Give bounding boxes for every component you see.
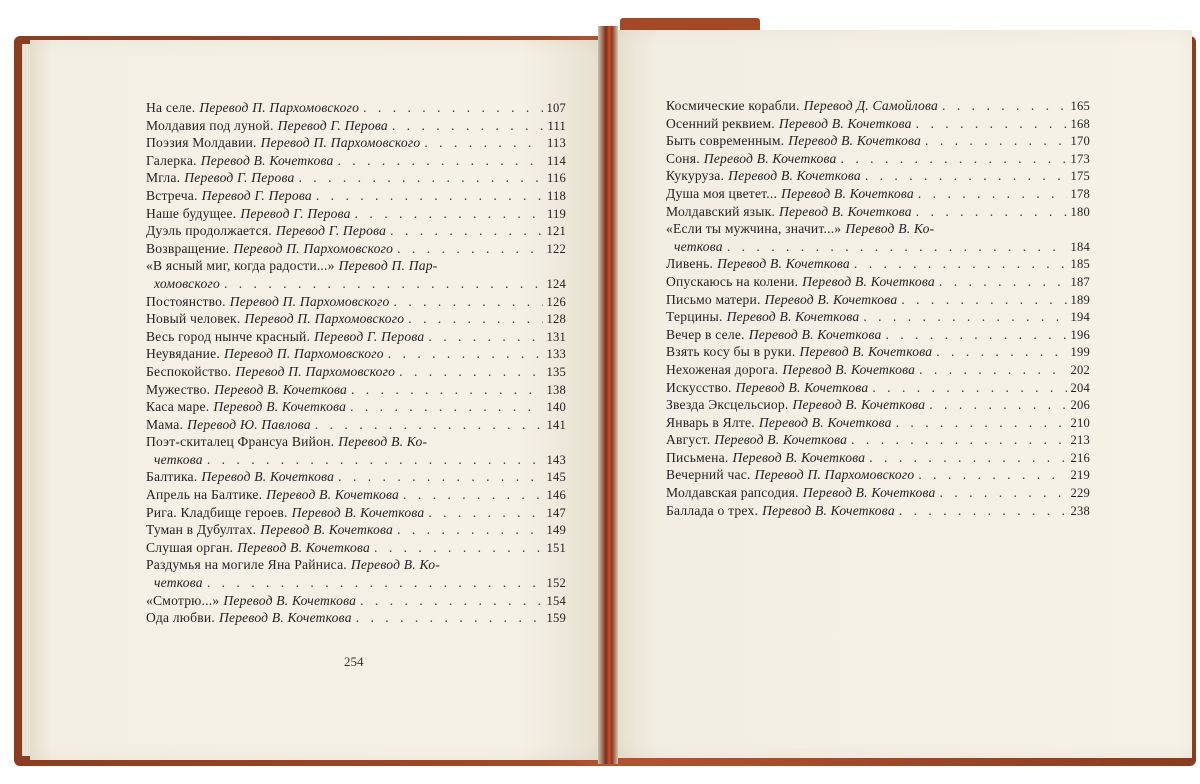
toc-entry-title: Слушая орган. (146, 539, 234, 555)
toc-entry-title: Ода любви. (146, 610, 215, 626)
toc-entry (146, 223, 566, 241)
toc-entry (666, 485, 1090, 503)
toc-entry-translator: Перевод В. Кочеткова (266, 487, 400, 503)
toc-entry-title: Рига. Кладбище героев. (146, 504, 288, 520)
toc-entry-translator: Перевод В. Ко- (845, 221, 935, 237)
toc-entry-translator: Перевод В. Кочеткова (703, 150, 837, 166)
dot-leader (397, 241, 542, 257)
toc-entry (666, 450, 1090, 468)
toc-entry-title: Беспокойство. (146, 363, 232, 379)
toc-entry-translator: Перевод Г. Перова (184, 170, 295, 186)
toc-entry-page: 147 (546, 505, 566, 520)
toc-entry (666, 362, 1090, 380)
toc-entry-page: 149 (546, 523, 566, 538)
dot-leader (942, 98, 1066, 114)
toc-entry-page: 229 (1070, 486, 1090, 501)
toc-entry (146, 399, 566, 417)
toc-entry-title: Нехоженая дорога. (666, 361, 779, 377)
dot-leader (939, 274, 1067, 290)
toc-entry (146, 170, 566, 188)
dot-leader (338, 469, 542, 485)
dot-leader (727, 239, 1067, 255)
dot-leader (207, 575, 543, 591)
toc-entry (146, 276, 566, 294)
toc-entry-translator: Перевод В. Кочеткова (223, 592, 357, 608)
toc-entry-page: 119 (546, 206, 566, 221)
toc-entry (146, 188, 566, 206)
toc-entry-page: 143 (546, 452, 566, 467)
toc-entry-page: 204 (1070, 380, 1090, 395)
toc-entry-title: Поэзия Молдавии. (146, 135, 257, 151)
toc-entry-page: 210 (1070, 415, 1090, 430)
dot-leader (337, 153, 543, 169)
toc-entry (146, 329, 566, 347)
toc-entry-page: 189 (1070, 292, 1090, 307)
toc-entry-page: 165 (1070, 99, 1090, 113)
toc-entry-page: 185 (1070, 257, 1090, 272)
toc-entry-page: 194 (1070, 310, 1090, 325)
toc-entry-page: 154 (546, 593, 566, 608)
left-table-of-contents (146, 100, 566, 628)
toc-entry-page: 206 (1070, 398, 1090, 413)
toc-entry (146, 557, 566, 575)
dot-leader (351, 382, 543, 398)
dot-leader (399, 364, 542, 380)
toc-entry-title: Молдавский язык. (666, 203, 775, 219)
toc-entry (666, 344, 1090, 362)
toc-entry-title: Вечерний час. (666, 467, 751, 483)
toc-entry-title: Раздумья на могиле Яна Райниса. (146, 557, 347, 573)
dot-leader (916, 204, 1067, 220)
toc-entry-title: Галерка. (146, 152, 197, 168)
toc-entry-translator: хомовского (154, 275, 220, 291)
book-spine (598, 26, 618, 764)
toc-entry (146, 575, 566, 593)
right-table-of-contents (666, 98, 1090, 520)
toc-entry-title: Туман в Дубултах. (146, 522, 257, 538)
toc-entry (666, 98, 1090, 116)
toc-entry-page: 216 (1070, 450, 1090, 465)
toc-entry (146, 610, 566, 628)
toc-entry (146, 294, 566, 312)
toc-entry (666, 256, 1090, 274)
toc-entry (666, 309, 1090, 327)
dot-leader (390, 223, 542, 239)
toc-entry-translator: Перевод П. Пар- (338, 258, 438, 274)
toc-entry (146, 434, 566, 452)
dot-leader (224, 276, 543, 292)
dot-leader (919, 362, 1066, 378)
dot-leader (916, 116, 1067, 132)
dot-leader (872, 380, 1066, 396)
dot-leader (925, 133, 1066, 149)
toc-entry (666, 168, 1090, 186)
toc-entry-translator: Перевод В. Кочеткова (802, 273, 935, 289)
dot-leader (851, 432, 1066, 448)
toc-entry-translator: Перевод В. Кочеткова (782, 361, 916, 377)
toc-entry-translator: Перевод В. Ко- (338, 434, 428, 450)
toc-entry (146, 241, 566, 259)
toc-entry-title: Терцины. (666, 309, 723, 325)
toc-entry-page: 114 (546, 153, 566, 168)
toc-entry-title: Август. (666, 432, 711, 448)
toc-entry (146, 258, 566, 276)
toc-entry-title: «В ясный миг, когда радости...» (146, 258, 335, 274)
toc-entry (146, 469, 566, 487)
toc-entry (146, 153, 566, 171)
toc-entry-page: 118 (546, 188, 566, 203)
dot-leader (929, 397, 1066, 413)
toc-entry (666, 116, 1090, 134)
toc-entry (666, 221, 1090, 239)
toc-entry-translator: Перевод П. Пархомовского (233, 240, 394, 256)
toc-entry-title: Баллада о трех. (666, 502, 759, 518)
toc-entry-translator: четкова (154, 575, 203, 591)
dot-leader (315, 417, 543, 433)
dot-leader (403, 487, 542, 503)
toc-entry-translator: Перевод Г. Перова (314, 328, 425, 344)
toc-entry-page: 107 (546, 101, 566, 115)
toc-entry (666, 503, 1090, 521)
dot-leader (397, 522, 542, 538)
dot-leader (350, 399, 542, 415)
toc-entry-title: Космические корабли. (666, 98, 800, 113)
toc-entry-title: Письмо матери. (666, 291, 761, 307)
toc-entry-page: 219 (1070, 468, 1090, 483)
toc-entry-translator: Перевод В. Кочеткова (218, 610, 352, 626)
toc-entry-translator: Перевод В. Кочеткова (214, 381, 347, 397)
toc-entry-page: 111 (547, 118, 566, 133)
toc-entry-translator: Перевод В. Кочеткова (778, 115, 912, 131)
toc-entry-page: 128 (546, 312, 566, 327)
dot-leader (316, 188, 543, 204)
toc-entry-page: 178 (1070, 186, 1090, 201)
toc-entry-translator: Перевод В. Кочеткова (748, 326, 882, 342)
toc-entry (146, 100, 566, 118)
toc-entry-translator: Перевод П. Пархомовского (229, 293, 390, 309)
toc-entry-title: Весь город нынче красный. (146, 328, 311, 344)
toc-entry (666, 186, 1090, 204)
toc-entry-title: Молдавия под луной. (146, 117, 274, 133)
toc-entry-title: Осенний реквием. (666, 115, 775, 131)
toc-entry-translator: Перевод В. Кочеткова (726, 309, 860, 325)
toc-entry-title: Соня. (666, 150, 700, 166)
toc-entry-title: Дуэль продолжается. (146, 223, 272, 239)
toc-entry-translator: Перевод В. Кочеткова (788, 133, 922, 149)
toc-entry-page: 199 (1070, 345, 1090, 360)
toc-entry-title: Душа моя цветет... (666, 185, 778, 201)
toc-entry-page: 213 (1070, 433, 1090, 448)
dot-leader (374, 540, 542, 556)
toc-entry-title: Вечер в селе. (666, 326, 745, 342)
toc-entry-title: Мгла. (146, 170, 181, 186)
toc-entry-page: 141 (546, 417, 566, 432)
toc-entry-page: 133 (546, 347, 566, 362)
toc-entry-title: На селе. (146, 100, 196, 115)
dot-leader (388, 346, 543, 362)
toc-entry-page: 124 (546, 276, 566, 291)
toc-entry-translator: Перевод В. Кочеткова (291, 504, 425, 520)
toc-entry-page: 180 (1070, 204, 1090, 219)
toc-entry-title: Балтика. (146, 469, 198, 485)
dot-leader (428, 329, 542, 345)
toc-entry (146, 311, 566, 329)
toc-entry-translator: Перевод В. Кочеткова (778, 203, 912, 219)
toc-entry (146, 346, 566, 364)
toc-entry-title: Апрель на Балтике. (146, 487, 263, 503)
toc-entry-translator: Перевод П. Пархомовского (235, 363, 396, 379)
toc-entry-title: Постоянство. (146, 293, 226, 309)
dot-leader (863, 309, 1066, 325)
toc-entry (146, 364, 566, 382)
dot-leader (424, 135, 543, 151)
toc-entry-page: 170 (1070, 134, 1090, 149)
dot-leader (936, 344, 1066, 360)
toc-entry-page: 187 (1070, 274, 1090, 289)
toc-entry-title: «Если ты мужчина, значит...» (666, 221, 842, 237)
toc-entry-translator: Перевод В. Ко- (350, 557, 440, 573)
toc-entry-page: 126 (546, 294, 566, 309)
toc-entry-title: Письмена. (666, 449, 729, 465)
toc-entry-translator: Перевод П. Пархомовского (223, 346, 384, 362)
toc-entry-translator: Перевод Д. Самойлова (803, 98, 939, 113)
toc-entry (146, 135, 566, 153)
dot-leader (408, 311, 542, 327)
toc-entry-translator: Перевод В. Кочеткова (764, 291, 898, 307)
toc-entry-translator: Перевод В. Кочеткова (200, 152, 334, 168)
dot-leader (869, 450, 1066, 466)
toc-entry-translator: Перевод В. Кочеткова (799, 344, 933, 360)
dot-leader (918, 186, 1067, 202)
toc-entry-title: Кукуруза. (666, 168, 725, 184)
dot-leader (896, 415, 1067, 431)
dot-leader (298, 170, 543, 186)
dot-leader (901, 292, 1066, 308)
toc-entry-translator: Перевод В. Кочеткова (732, 449, 866, 465)
toc-entry-translator: Перевод В. Кочеткова (260, 522, 394, 538)
toc-entry (666, 397, 1090, 415)
toc-entry-page: 168 (1070, 116, 1090, 131)
toc-entry-translator: Перевод П. Пархомовского (244, 311, 405, 327)
toc-entry-translator: Перевод П. Пархомовского (754, 467, 915, 483)
toc-entry-title: Январь в Ялте. (666, 414, 755, 430)
toc-entry (146, 522, 566, 540)
toc-entry (666, 204, 1090, 222)
toc-entry-title: Неувядание. (146, 346, 220, 362)
toc-entry (146, 206, 566, 224)
toc-entry-translator: Перевод Г. Перова (240, 205, 351, 221)
toc-entry (146, 540, 566, 558)
toc-entry-translator: Перевод В. Кочеткова (758, 414, 892, 430)
toc-entry-page: 145 (546, 470, 566, 485)
toc-entry-translator: Перевод В. Кочеткова (781, 185, 914, 201)
dot-leader (394, 294, 543, 310)
toc-entry-translator: Перевод Г. Перова (275, 223, 387, 239)
toc-entry-translator: Перевод В. Кочеткова (728, 168, 861, 184)
toc-entry (146, 452, 566, 470)
toc-entry-page: 202 (1070, 362, 1090, 377)
toc-entry-translator: Перевод В. Кочеткова (201, 469, 335, 485)
toc-entry (666, 133, 1090, 151)
toc-entry-translator: Перевод В. Кочеткова (237, 539, 371, 555)
toc-entry (666, 327, 1090, 345)
dot-leader (918, 467, 1066, 483)
toc-entry-page: 159 (546, 611, 566, 626)
toc-entry (666, 467, 1090, 485)
toc-entry-page: 122 (546, 241, 566, 256)
toc-entry-translator: Перевод В. Кочеткова (792, 397, 926, 413)
toc-entry-translator: Перевод В. Кочеткова (735, 379, 869, 395)
toc-entry-title: Быть современным. (666, 133, 785, 149)
dot-leader (207, 452, 543, 468)
toc-entry-page: 121 (546, 224, 566, 239)
dot-leader (355, 206, 543, 222)
toc-entry-page: 135 (546, 364, 566, 379)
toc-entry-title: Молдавская рапсодия. (666, 485, 799, 501)
dot-leader (865, 168, 1067, 184)
toc-entry-page: 131 (546, 329, 566, 344)
toc-entry-translator: четкова (154, 451, 203, 467)
toc-entry-translator: Перевод В. Кочеткова (802, 485, 936, 501)
toc-entry-page: 238 (1070, 503, 1090, 518)
toc-entry-title: Возвращение. (146, 240, 230, 256)
toc-entry (666, 151, 1090, 169)
toc-entry (666, 432, 1090, 450)
toc-entry-translator: Перевод Г. Перова (277, 117, 388, 133)
toc-entry-page: 146 (546, 488, 566, 503)
toc-entry-page: 113 (546, 136, 566, 151)
toc-entry (666, 415, 1090, 433)
toc-entry-translator: Перевод П. Пархомовского (260, 135, 421, 151)
dot-leader (899, 503, 1067, 519)
toc-entry-translator: Перевод В. Кочеткова (213, 399, 347, 415)
dot-leader (854, 256, 1067, 272)
toc-entry (146, 505, 566, 523)
toc-entry-title: «Смотрю...» (146, 592, 220, 608)
toc-entry (146, 382, 566, 400)
toc-entry (666, 380, 1090, 398)
dot-leader (363, 100, 542, 116)
page-number: 254 (344, 654, 364, 669)
toc-entry-title: Искусство. (666, 379, 732, 395)
toc-entry-page: 152 (546, 576, 566, 591)
dot-leader (428, 505, 542, 521)
toc-entry-title: Поэт-скиталец Франсуа Вийон. (146, 434, 335, 450)
toc-entry-title: Каса маре. (146, 399, 210, 415)
dot-leader (360, 593, 542, 609)
toc-entry-translator: Перевод П. Пархомовского (199, 100, 360, 115)
toc-entry-translator: четкова (674, 238, 723, 254)
toc-entry-page: 173 (1070, 151, 1090, 166)
toc-entry-title: Опускаюсь на колени. (666, 273, 799, 289)
toc-entry-title: Взять косу бы в руки. (666, 344, 796, 360)
toc-entry-title: Звезда Эксцельсиор. (666, 397, 789, 413)
toc-entry-page: 140 (546, 400, 566, 415)
toc-entry (146, 593, 566, 611)
toc-entry (146, 118, 566, 136)
toc-entry (146, 417, 566, 435)
toc-entry-page: 196 (1070, 327, 1090, 342)
toc-entry-translator: Перевод В. Кочеткова (717, 256, 850, 272)
toc-entry-page: 175 (1070, 169, 1090, 184)
toc-entry-translator: Перевод Г. Перова (201, 187, 312, 203)
toc-entry (666, 292, 1090, 310)
toc-entry-translator: Перевод В. Кочеткова (762, 502, 895, 518)
dot-leader (885, 327, 1066, 343)
toc-entry-title: Наше будущее. (146, 205, 237, 221)
toc-entry-title: Ливень. (666, 256, 714, 272)
toc-entry-title: Мужество. (146, 381, 211, 397)
toc-entry-translator: Перевод Ю. Павлова (187, 416, 311, 432)
dot-leader (841, 151, 1067, 167)
toc-entry (146, 487, 566, 505)
toc-entry-translator: Перевод В. Кочеткова (714, 432, 848, 448)
toc-entry-page: 138 (546, 382, 566, 397)
toc-entry (666, 274, 1090, 292)
toc-entry-title: Встреча. (146, 187, 198, 203)
dot-leader (356, 610, 543, 626)
toc-entry-page: 184 (1070, 239, 1090, 254)
toc-entry-page: 116 (546, 171, 566, 186)
toc-entry-title: Новый человек. (146, 311, 241, 327)
dot-leader (940, 485, 1067, 501)
toc-entry-title: Мама. (146, 416, 184, 432)
dot-leader (392, 118, 544, 134)
toc-entry (666, 239, 1090, 257)
toc-entry-page: 151 (546, 540, 566, 555)
